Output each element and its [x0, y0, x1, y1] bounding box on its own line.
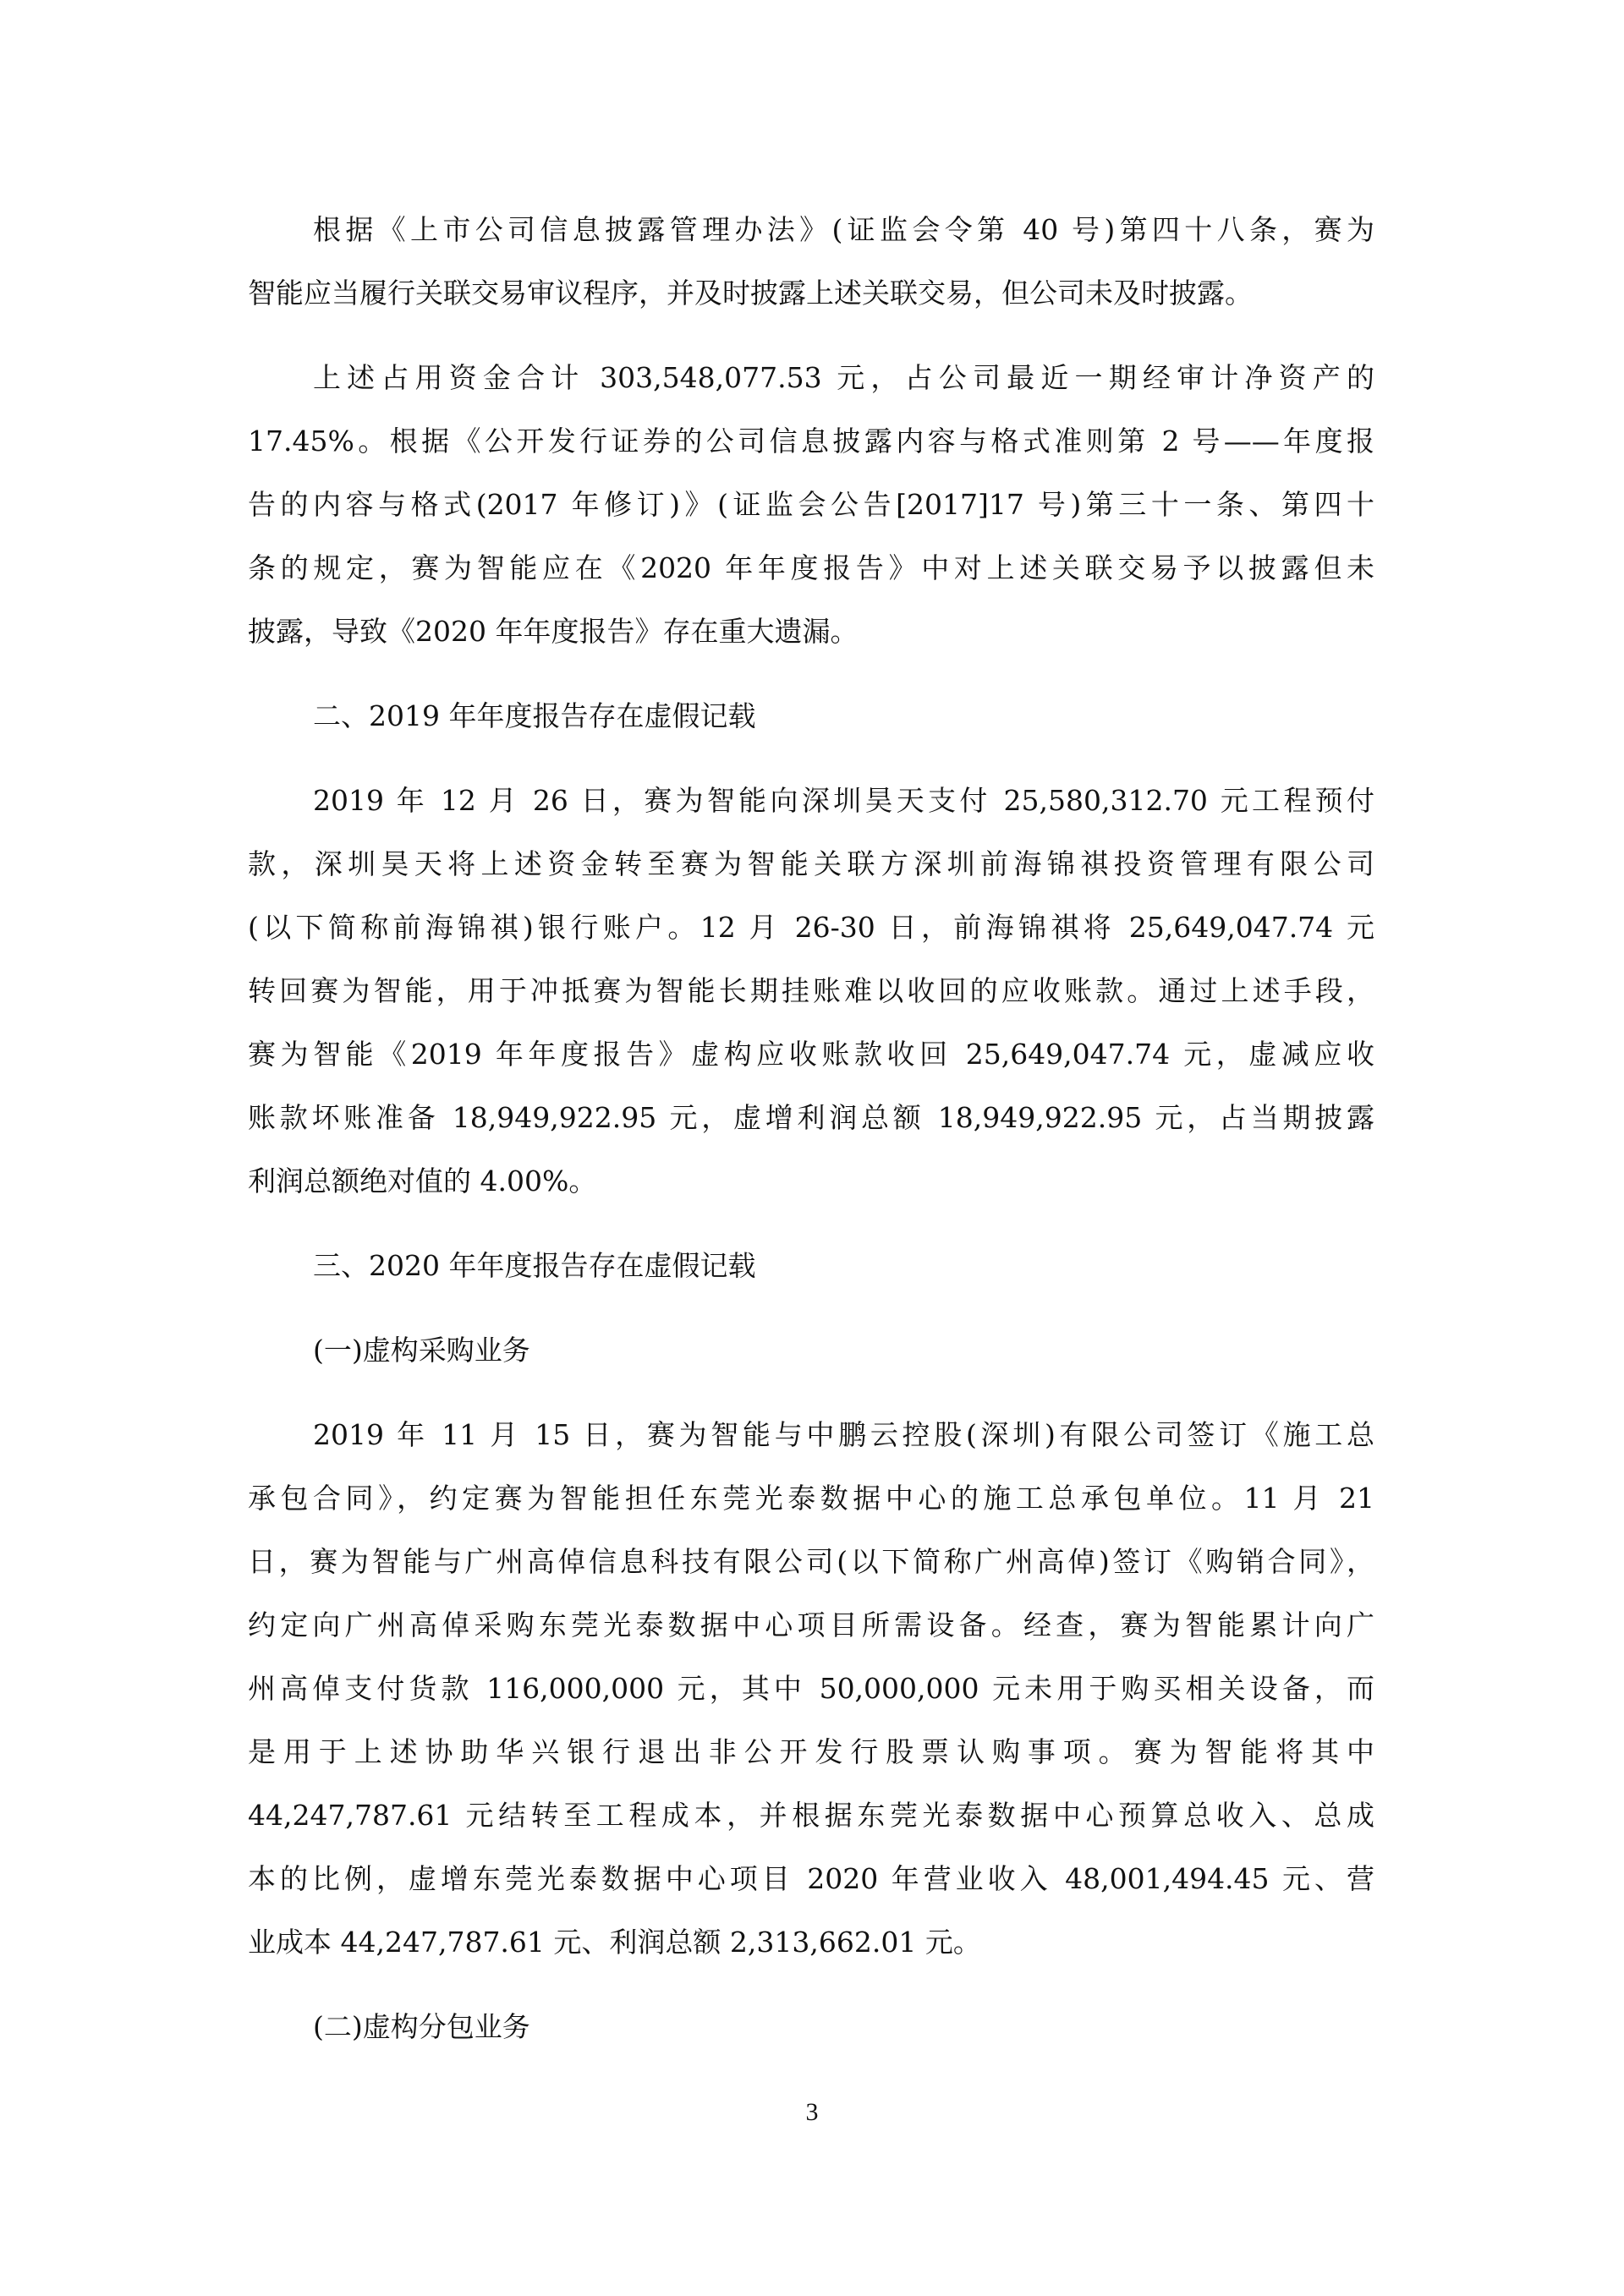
- section-heading-3: 三、2020 年年度报告存在虚假记载: [313, 1249, 756, 1282]
- section-heading-2: 二、2019 年年度报告存在虚假记载: [313, 699, 756, 732]
- paragraph-3-line-2: 款，深圳昊天将上述资金转至赛为智能关联方深圳前海锦祺投资管理有限公司: [248, 847, 1374, 880]
- paragraph-4-line-2: 承包合同》，约定赛为智能担任东莞光泰数据中心的施工总承包单位。11 月 21: [248, 1482, 1374, 1515]
- paragraph-2-line-4: 条的规定，赛为智能应在《2020 年年度报告》中对上述关联交易予以披露但未: [248, 551, 1374, 584]
- paragraph-4-line-3: 日，赛为智能与广州高倬信息科技有限公司(以下简称广州高倬)签订《购销合同》，: [248, 1545, 1374, 1578]
- paragraph-3-line-3: (以下简称前海锦祺)银行账户。12 月 26-30 日，前海锦祺将 25,649,047.74 元: [248, 911, 1374, 944]
- paragraph-1-line-2: 智能应当履行关联交易审议程序，并及时披露上述关联交易，但公司未及时披露。: [248, 277, 1253, 310]
- paragraph-3-line-1: 2019 年 12 月 26 日，赛为智能向深圳昊天支付 25,580,312.70 元工程预付: [313, 784, 1374, 817]
- subsection-heading-2: (二)虚构分包业务: [313, 2010, 530, 2043]
- paragraph-1-line-1: 根据《上市公司信息披露管理办法》(证监会令第 40 号)第四十八条，赛为: [313, 213, 1374, 246]
- paragraph-4-line-1: 2019 年 11 月 15 日，赛为智能与中鹏云控股(深圳)有限公司签订《施工总: [313, 1418, 1374, 1451]
- page-number: 3: [805, 2098, 819, 2126]
- paragraph-3-line-4: 转回赛为智能，用于冲抵赛为智能长期挂账难以收回的应收账款。通过上述手段，: [248, 974, 1374, 1007]
- paragraph-4-line-6: 是用于上述协助华兴银行退出非公开发行股票认购事项。赛为智能将其中: [248, 1735, 1374, 1768]
- paragraph-4-line-8: 本的比例，虚增东莞光泰数据中心项目 2020 年营业收入 48,001,494.45 元、营: [248, 1862, 1374, 1895]
- subsection-heading-1: (一)虚构采购业务: [313, 1334, 530, 1367]
- paragraph-4-line-9: 业成本 44,247,787.61 元、利润总额 2,313,662.01 元。: [248, 1926, 981, 1959]
- paragraph-2-line-3: 告的内容与格式(2017 年修订)》(证监会公告[2017]17 号)第三十一条、第四十: [248, 488, 1374, 521]
- paragraph-3-line-5: 赛为智能《2019 年年度报告》虚构应收账款收回 25,649,047.74 元，虚减应收: [248, 1038, 1374, 1071]
- paragraph-4-line-5: 州高倬支付货款 116,000,000 元，其中 50,000,000 元未用于购买相关设备，而: [248, 1672, 1374, 1705]
- paragraph-2-line-1: 上述占用资金合计 303,548,077.53 元，占公司最近一期经审计净资产的: [313, 361, 1374, 394]
- paragraph-3-line-6: 账款坏账准备 18,949,922.95 元，虚增利润总额 18,949,922.95 元，占当期披露: [248, 1101, 1374, 1134]
- paragraph-3-line-7: 利润总额绝对值的 4.00%。: [248, 1164, 597, 1197]
- paragraph-2-line-2: 17.45%。根据《公开发行证券的公司信息披露内容与格式准则第 2 号——年度报: [248, 425, 1374, 458]
- paragraph-4-line-4: 约定向广州高倬采购东莞光泰数据中心项目所需设备。经查，赛为智能累计向广: [248, 1608, 1374, 1641]
- paragraph-2-line-5: 披露，导致《2020 年年度报告》存在重大遗漏。: [248, 615, 859, 648]
- paragraph-4-line-7: 44,247,787.61 元结转至工程成本，并根据东莞光泰数据中心预算总收入、总成: [248, 1799, 1374, 1832]
